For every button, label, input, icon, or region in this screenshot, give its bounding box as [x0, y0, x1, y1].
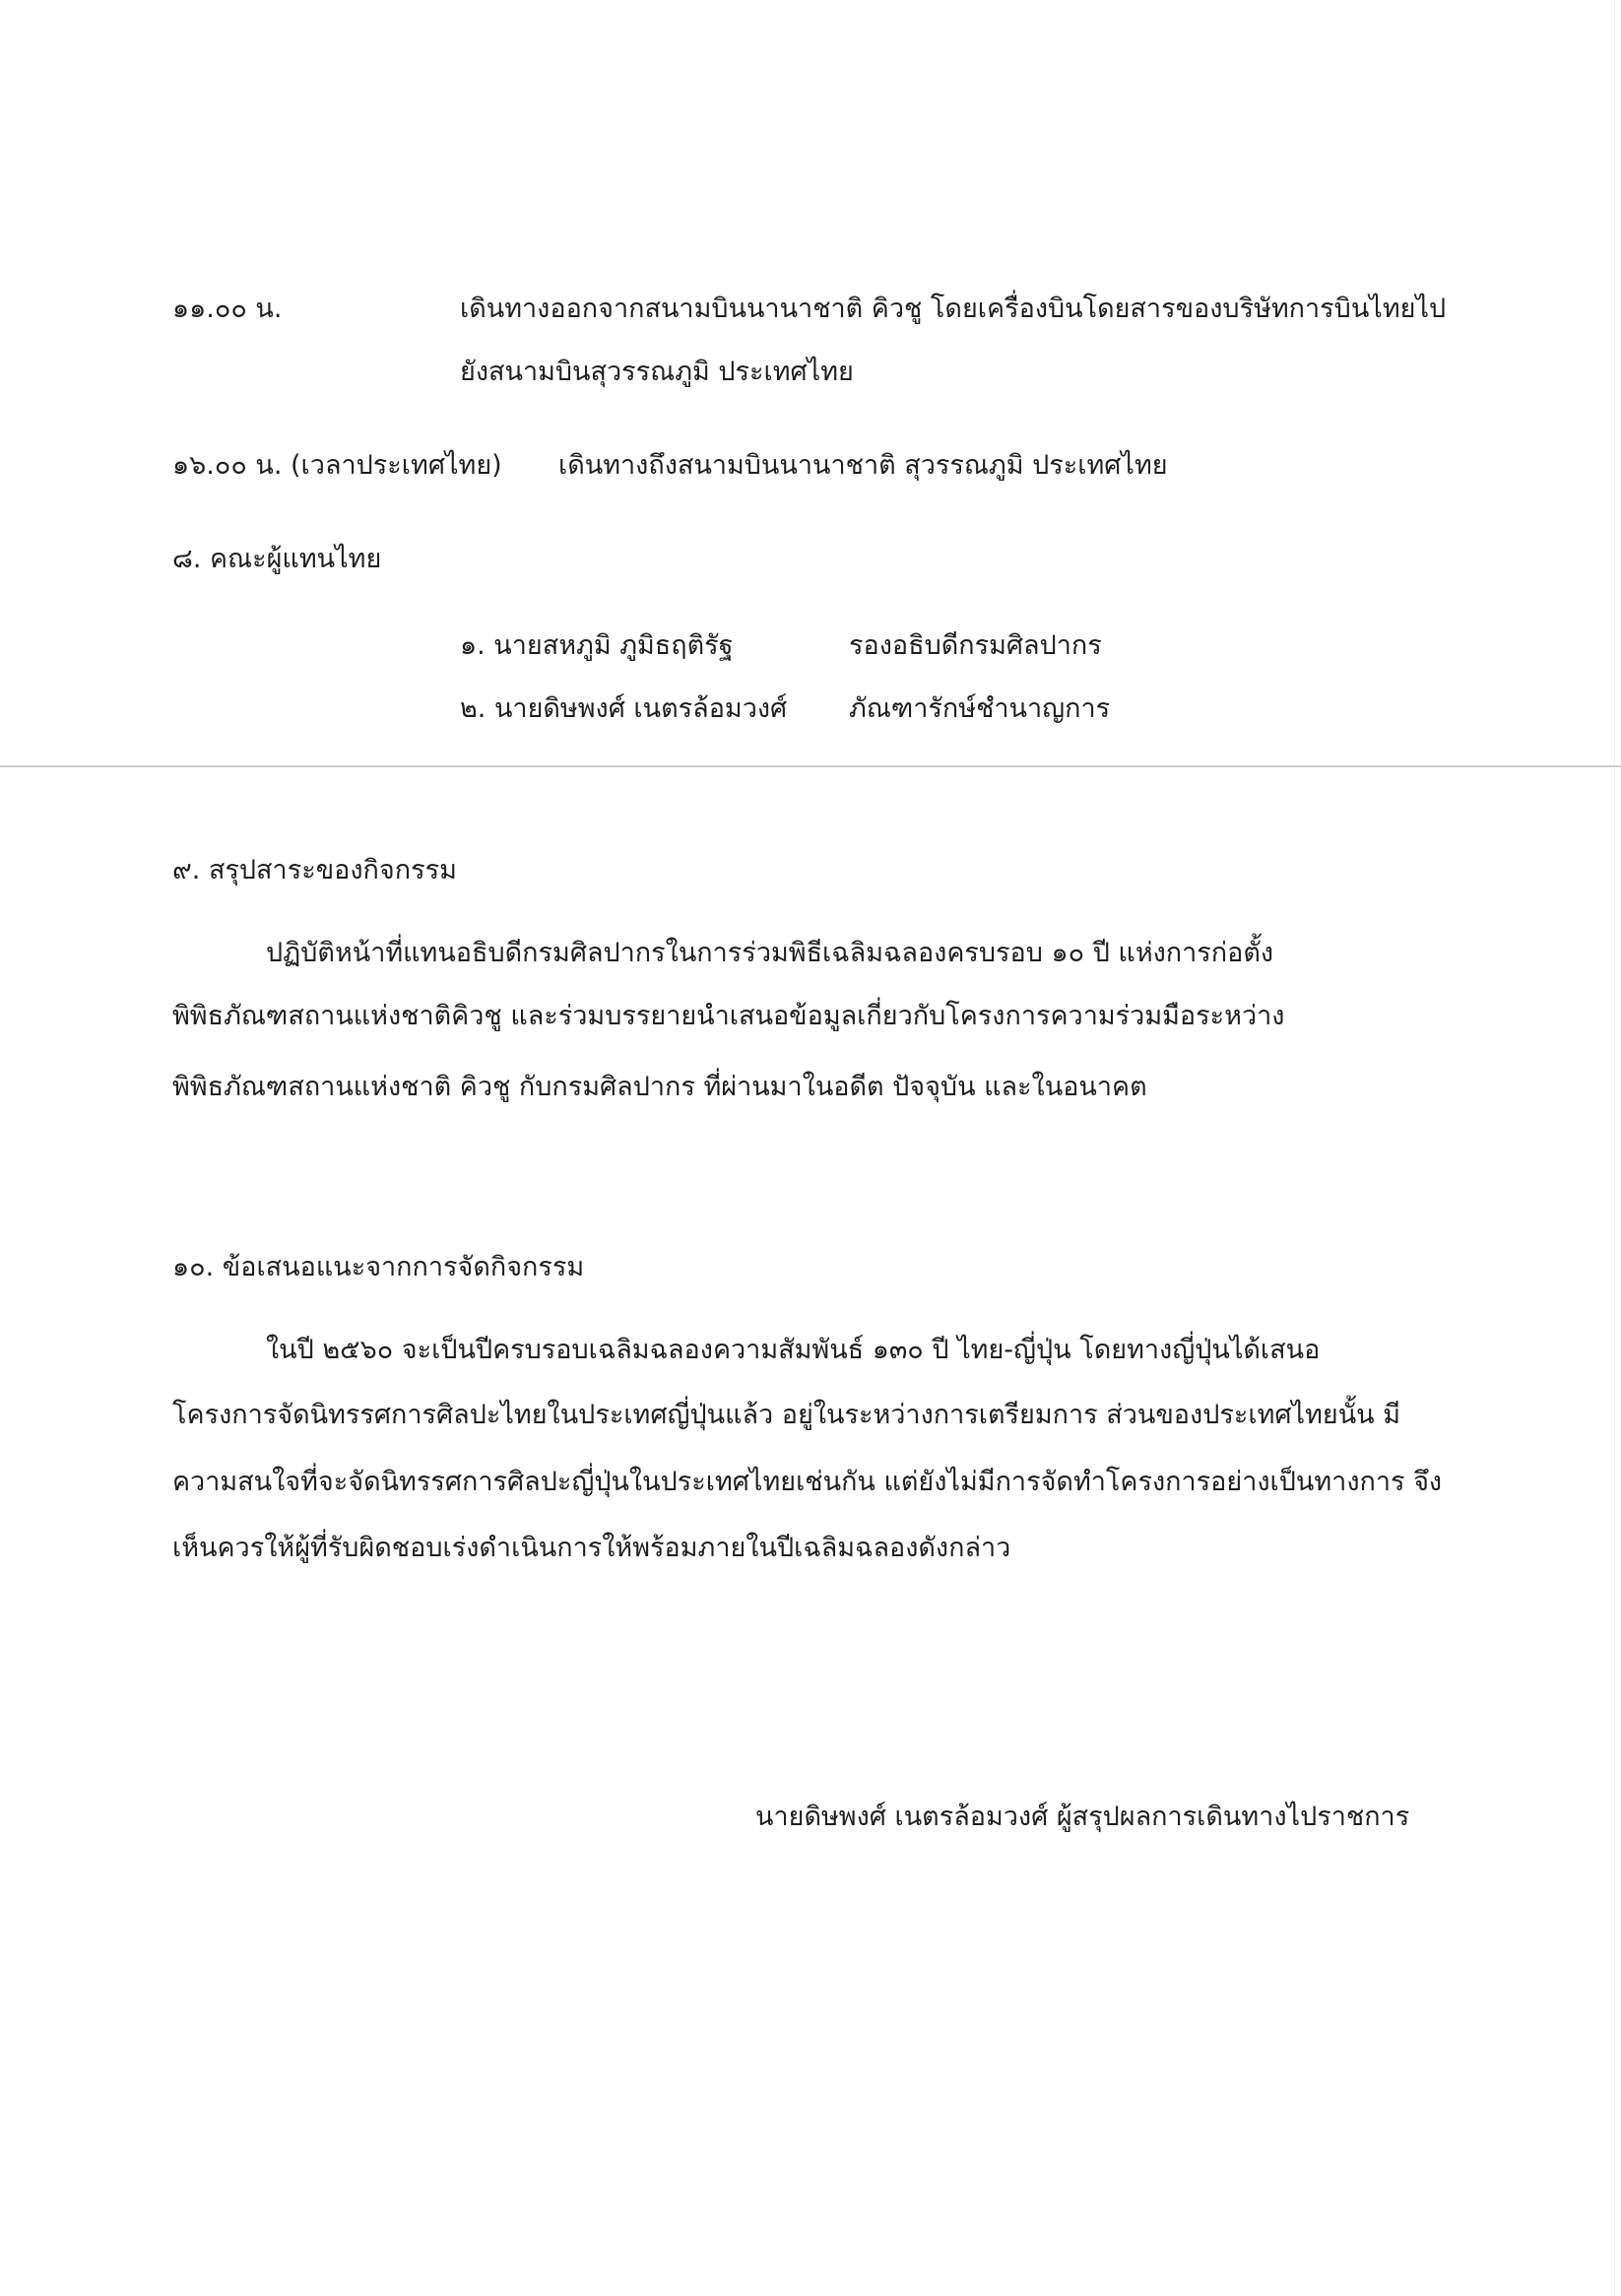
scan-edge-line — [1614, 0, 1615, 2296]
recommendation-line-1: ในปี ๒๕๖๐ จะเป็นปีครบรอบเฉลิมฉลองความสัมพันธ์ ๑๓๐ ปี ไทย-ญี่ปุ่น โดยทางญี่ปุ่นได้เสนอ — [266, 1335, 1321, 1365]
signature-line: นายดิษพงศ์ เนตรล้อมวงศ์ ผู้สรุปผลการเดินทางไปราชการ — [755, 1802, 1410, 1832]
summary-line-1: ปฏิบัติหน้าที่แทนอธิบดีกรมศิลปากรในการร่วมพิธีเฉลิมฉลองครบรอบ ๑๐ ปี แห่งการก่อตั้ง — [266, 938, 1274, 968]
schedule-time-2: ๑๖.๐๐ น. (เวลาประเทศไทย) — [172, 450, 502, 481]
summary-line-2: พิพิธภัณฑสถานแห่งชาติคิวชู และร่วมบรรยายนำเสนอข้อมูลเกี่ยวกับโครงการความร่วมมือระหว่าง — [172, 1001, 1285, 1031]
delegation-member-2-name: ๒. นายดิษพงศ์ เนตรล้อมวงศ์ — [460, 693, 788, 724]
summary-heading: ๙. สรุปสาระของกิจกรรม — [172, 855, 457, 886]
schedule-description-1-line-1: เดินทางออกจากสนามบินนานาชาติ คิวชู โดยเครื่องบินโดยสารของบริษัทการบินไทยไป — [460, 294, 1447, 324]
schedule-description-1-line-2: ยังสนามบินสุวรรณภูมิ ประเทศไทย — [460, 357, 854, 387]
summary-line-3: พิพิธภัณฑสถานแห่งชาติ คิวชู กับกรมศิลปากร ที่ผ่านมาในอดีต ปัจจุบัน และในอนาคต — [172, 1072, 1147, 1102]
recommendation-heading: ๑๐. ข้อเสนอแนะจากการจัดกิจกรรม — [172, 1252, 585, 1282]
schedule-description-2-line-1: เดินทางถึงสนามบินนานาชาติ สุวรรณภูมิ ประเทศไทย — [558, 450, 1168, 481]
recommendation-line-2: โครงการจัดนิทรรศการศิลปะไทยในประเทศญี่ปุ่นแล้ว อยู่ในระหว่างการเตรียมการ ส่วนของประเทศไทยนั้น มี — [172, 1400, 1401, 1430]
delegation-heading: ๘. คณะผู้แทนไทย — [172, 544, 382, 574]
schedule-time-1: ๑๑.๐๐ น. — [172, 294, 283, 324]
delegation-member-1-name: ๑. นายสหภูมิ ภูมิธฤติรัฐ — [460, 630, 734, 661]
recommendation-line-4: เห็นควรให้ผู้ที่รับผิดชอบเร่งดำเนินการให้พร้อมภายในปีเฉลิมฉลองดังกล่าว — [172, 1533, 1011, 1563]
delegation-member-2-position: ภัณฑารักษ์ชำนาญการ — [849, 693, 1111, 724]
delegation-member-1-position: รองอธิบดีกรมศิลปากร — [849, 630, 1102, 661]
page-fold-divider — [0, 765, 1621, 767]
recommendation-line-3: ความสนใจที่จะจัดนิทรรศการศิลปะญี่ปุ่นในประเทศไทยเช่นกัน แต่ยังไม่มีการจัดทำโครงการอย่างเป็นทางการ จึง — [172, 1467, 1443, 1497]
